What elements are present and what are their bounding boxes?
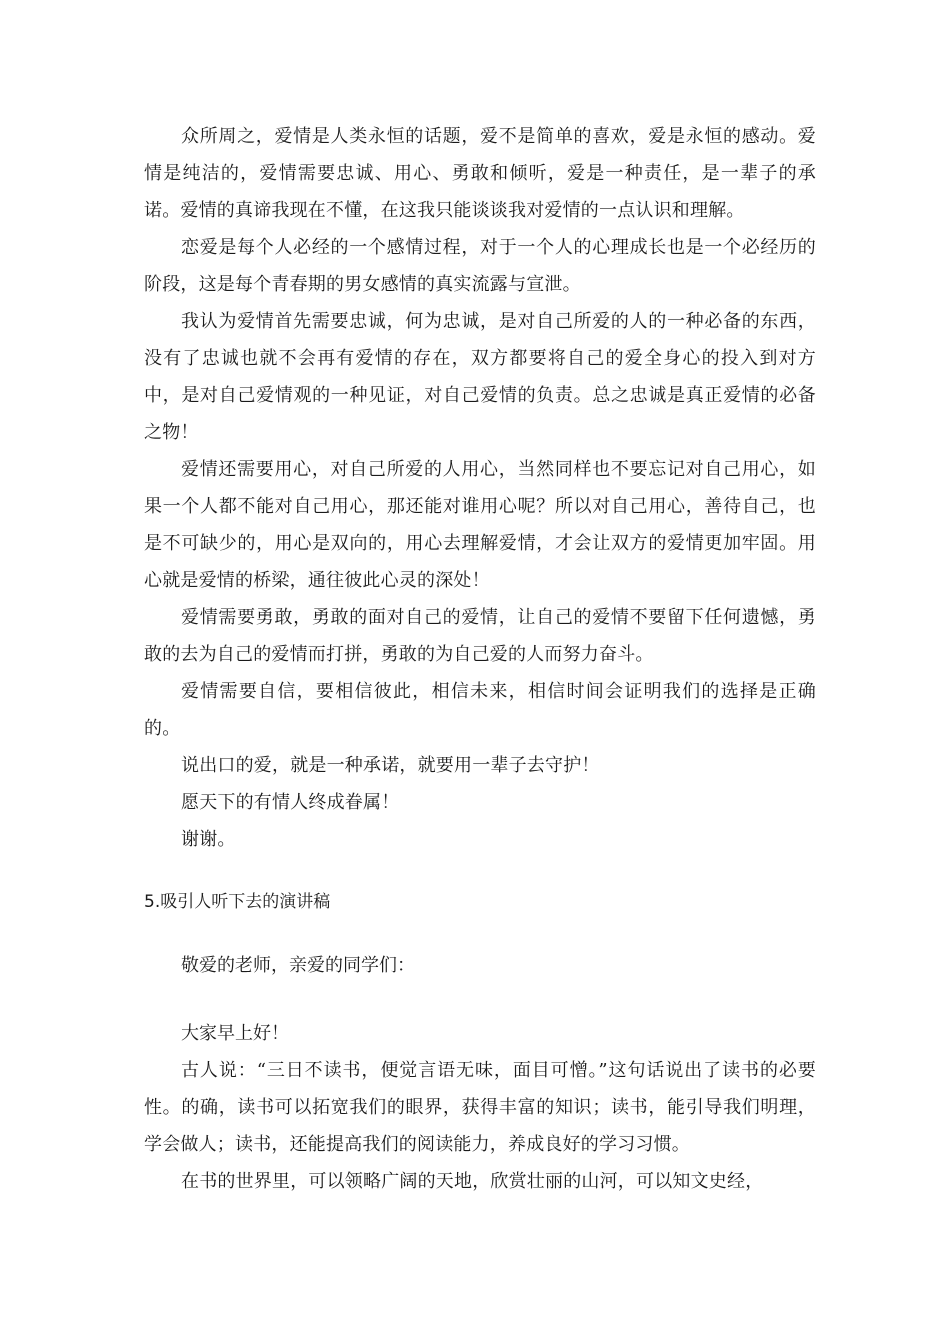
paragraph-love-process: 恋爱是每个人必经的一个感情过程，对于一个人的心理成长也是一个必经历的阶段，这是每个青春期的男女感情的真实流露与宣泄。 xyxy=(144,237,816,295)
paragraph-love-courage: 爱情需要勇敢，勇敢的面对自己的爱情，让自己的爱情不要留下任何遗憾，勇敢的去为自己的爱情而打拼，勇敢的为自己爱的人而努力奋斗。 xyxy=(144,607,816,665)
paragraph-love-confidence: 爱情需要自信，要相信彼此，相信未来，相信时间会证明我们的选择是正确的。 xyxy=(144,681,816,739)
paragraph-thanks: 谢谢。 xyxy=(181,829,236,850)
salutation: 敬爱的老师，亲爱的同学们： xyxy=(181,955,415,976)
paragraph-love-loyalty: 我认为爱情首先需要忠诚，何为忠诚，是对自己所爱的人的一种必备的东西，没有了忠诚也就不会再有爱情的存在，双方都要将自己的爱全身心的投入到对方中，是对自己爱情观的一种见证，对自己爱情的负责。总之忠诚是真正爱情的必备之物！ xyxy=(144,311,816,443)
paragraph-reading-world: 在书的世界里，可以领略广阔的天地，欣赏壮丽的山河，可以知文史经， xyxy=(181,1171,764,1192)
paragraph-love-promise: 说出口的爱，就是一种承诺，就要用一辈子去守护！ xyxy=(181,755,600,776)
section-heading: 5.吸引人听下去的演讲稿 xyxy=(144,892,331,912)
paragraph-love-care: 爱情还需要用心，对自己所爱的人用心，当然同样也不要忘记对自己用心，如果一个人都不能对自己用心，那还能对谁用心呢？所以对自己用心，善待自己，也是不可缺少的，用心是双向的，用心去理解爱情，才会让双方的爱情更加牢固。用心就是爱情的桥梁，通往彼此心灵的深处！ xyxy=(144,459,816,591)
paragraph-love-intro: 众所周之，爱情是人类永恒的话题，爱不是简单的喜欢，爱是永恒的感动。爱情是纯洁的，爱情需要忠诚、用心、勇敢和倾听，爱是一种责任，是一辈子的承诺。爱情的真谛我现在不懂，在这我只能谈谈我对爱情的一点认识和理解。 xyxy=(144,126,816,221)
greeting: 大家早上好！ xyxy=(181,1023,289,1044)
paragraph-love-wish: 愿天下的有情人终成眷属！ xyxy=(181,792,400,813)
document-body xyxy=(144,118,816,1200)
paragraph-reading-quote: 古人说：“三日不读书，便觉言语无味，面目可憎。”这句话说出了读书的必要性。的确，读书可以拓宽我们的眼界，获得丰富的知识；读书，能引导我们明理，学会做人；读书，还能提高我们的阅读能力，养成良好的学习习惯。 xyxy=(144,1060,816,1155)
